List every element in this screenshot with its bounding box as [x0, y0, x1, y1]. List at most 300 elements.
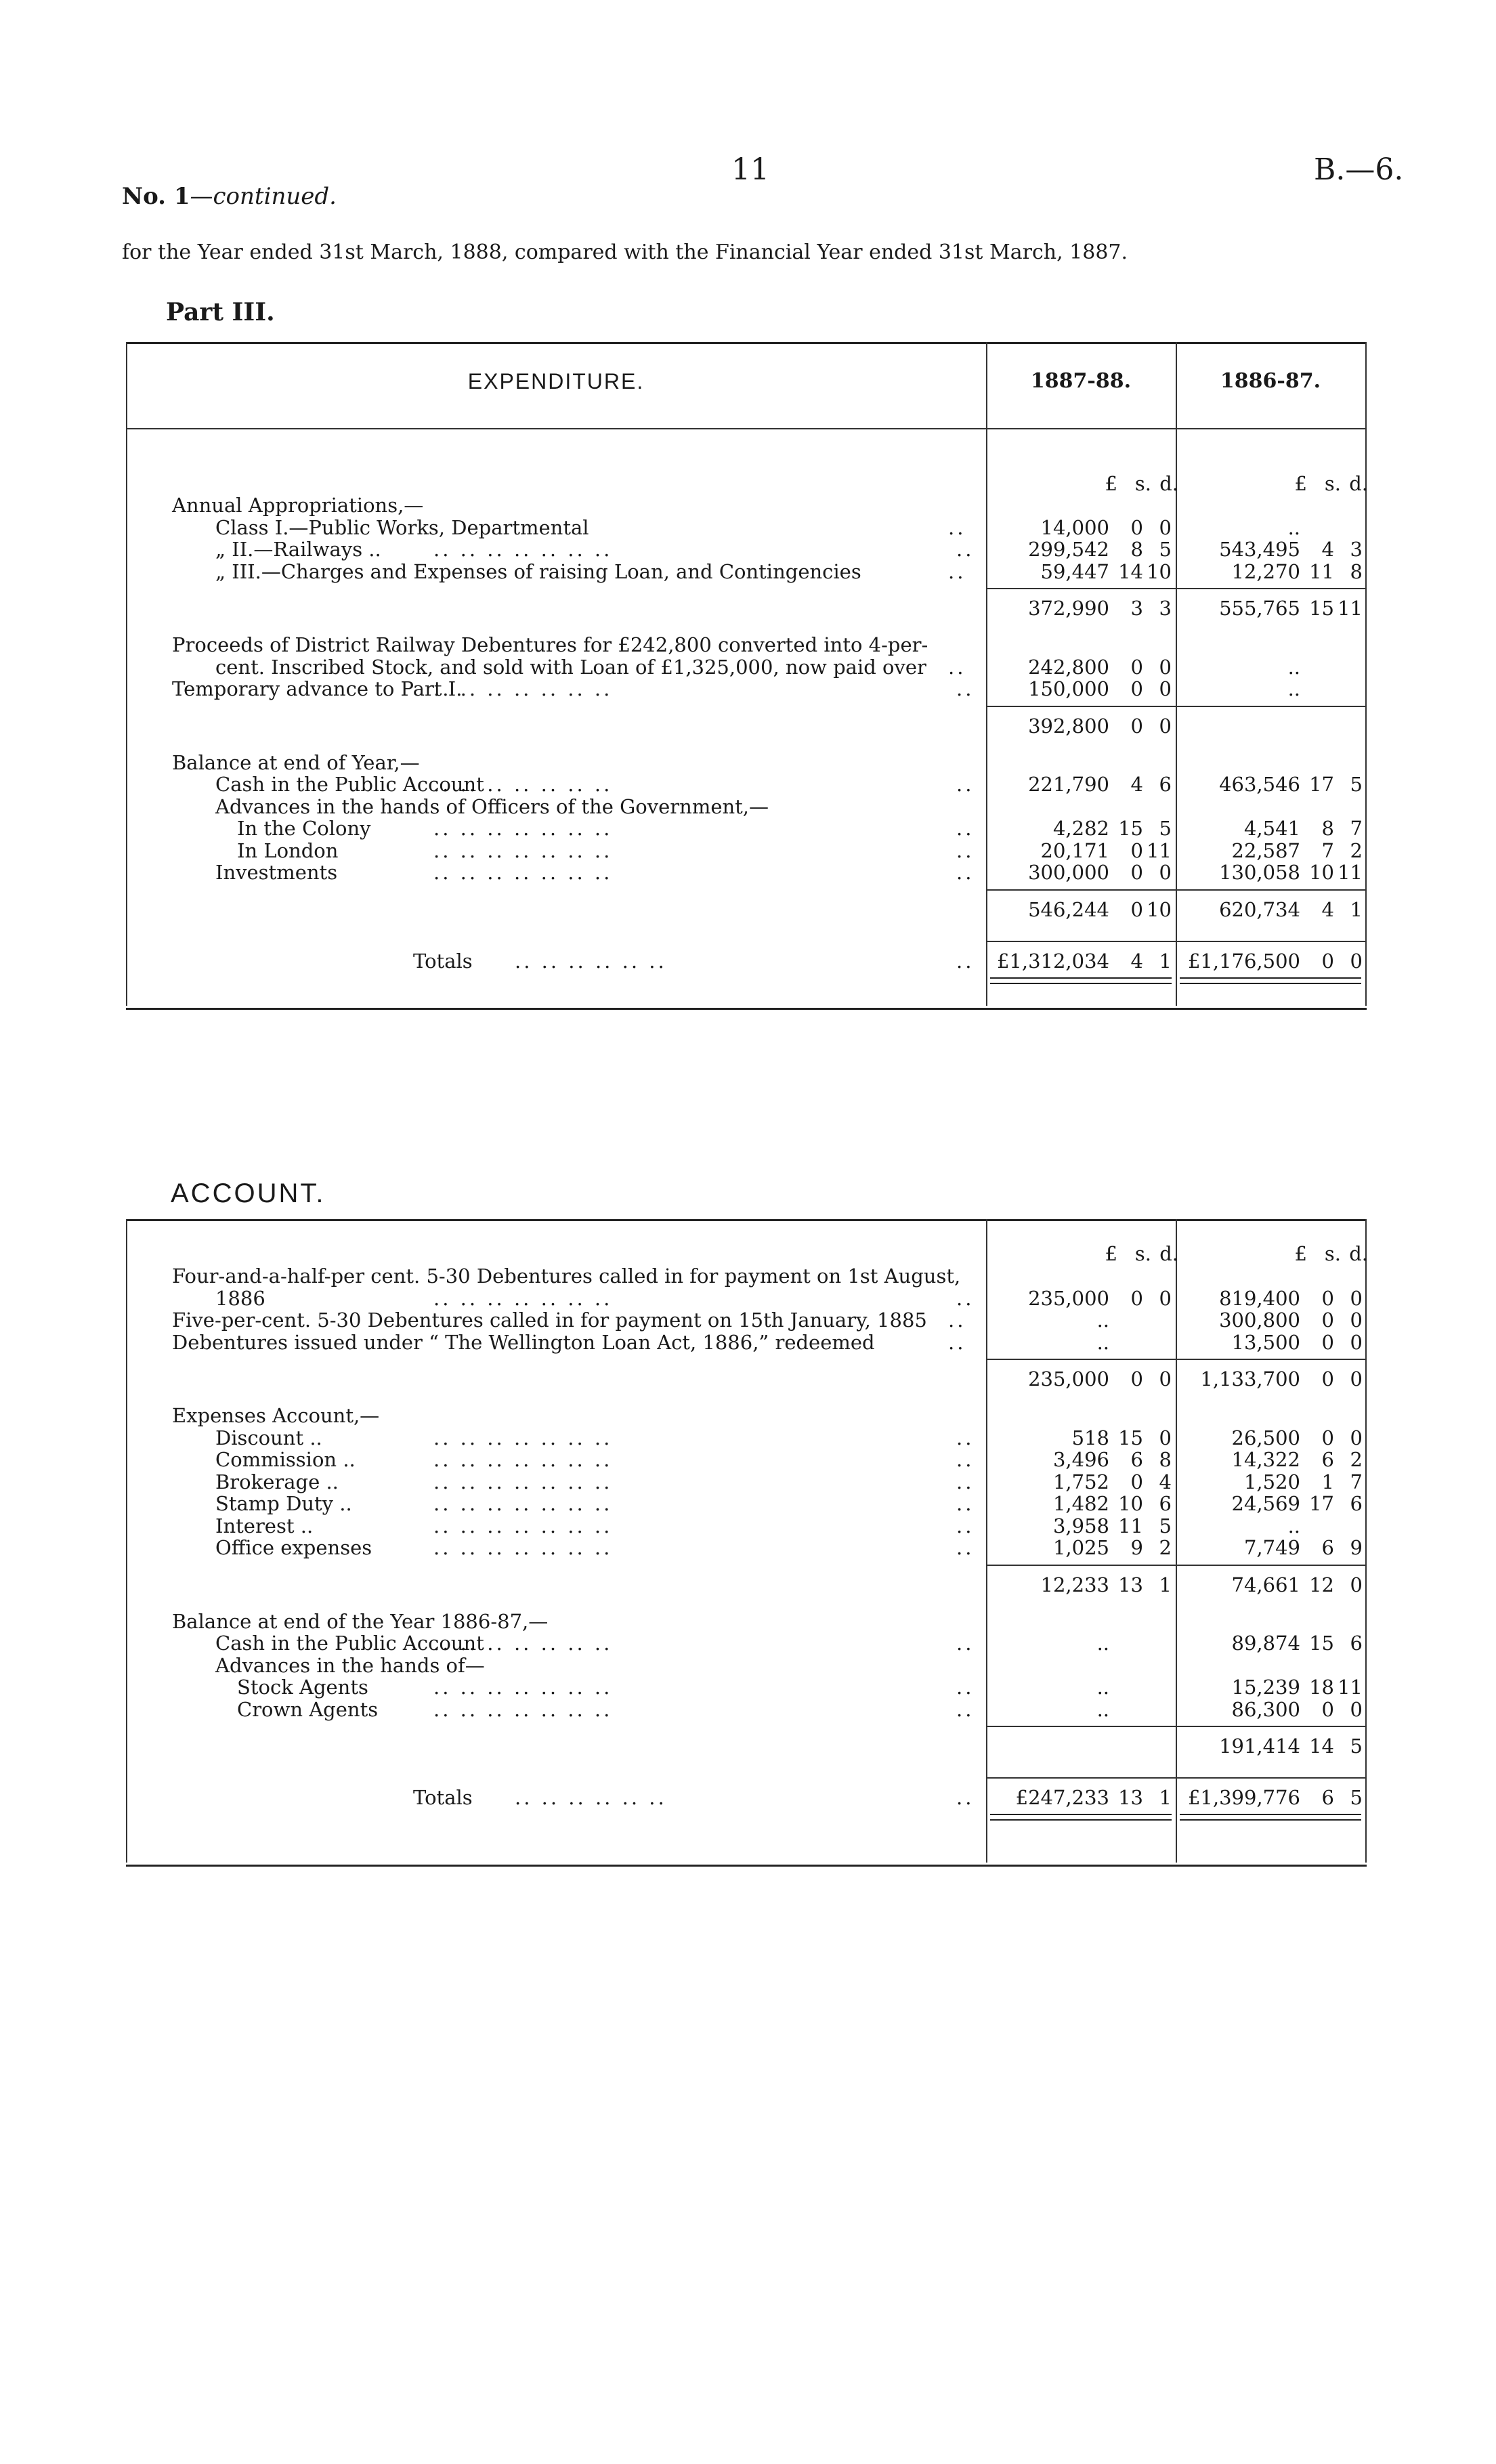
amount-pence: 7 [1350, 817, 1363, 840]
amount-pence: 1 [1350, 897, 1363, 921]
amount-pence: 0 [1159, 655, 1172, 679]
leader-dots-end: .. [956, 1536, 975, 1559]
amount-shillings: 0 [1321, 1697, 1334, 1721]
amount-pounds: £1,176,500 [1187, 949, 1300, 973]
amount-pounds: 300,800 [1219, 1309, 1300, 1332]
amount-shillings: 0 [1130, 515, 1143, 539]
amount-shillings: 0 [1130, 1470, 1143, 1493]
amount-pounds: 463,546 [1219, 773, 1300, 796]
table-row [0, 517, 1496, 538]
subtotal-rule [1176, 706, 1365, 707]
leader-dots-end: .. [956, 773, 975, 796]
subtotal-row [0, 715, 1496, 737]
amount-pounds: 518 [1071, 1426, 1109, 1449]
leader-dots: .. .. .. .. .. .. [515, 949, 667, 973]
amount-pounds: .. [1096, 1676, 1109, 1699]
amount-shillings: 0 [1321, 1309, 1334, 1332]
amount-pence: 5 [1159, 817, 1172, 840]
header-rule [126, 428, 1367, 429]
total-rule [986, 941, 1176, 942]
leader-dots-end: .. [956, 1786, 975, 1809]
table-row [0, 1611, 1496, 1632]
amount-pence: 5 [1350, 773, 1363, 796]
leader-dots-end: .. [956, 1448, 975, 1471]
double-underline [1180, 1814, 1361, 1821]
amount-pence: 0 [1159, 1367, 1172, 1390]
amount-shillings: 3 [1130, 597, 1143, 620]
amount-pence: 1 [1159, 949, 1172, 973]
year-heading-1887-88: 1887-88. [1030, 369, 1132, 393]
amount-pence: 0 [1350, 949, 1363, 973]
table-row [0, 1332, 1496, 1353]
row-label: Totals [413, 949, 473, 973]
amount-shillings: 0 [1130, 861, 1143, 884]
currency-pounds: £ [1294, 1242, 1307, 1265]
leader-dots: .. [948, 515, 966, 539]
amount-pounds: 20,171 [1040, 838, 1109, 862]
table-row [0, 1471, 1496, 1493]
leader-dots-end: .. [956, 677, 975, 700]
amount-pounds: 242,800 [1028, 655, 1109, 679]
table-row [0, 1699, 1496, 1720]
amount-shillings: 8 [1130, 538, 1143, 561]
row-label: Proceeds of District Railway Debentures for £242,800 converted into 4-per- [172, 633, 928, 656]
row-label: Advances in the hands of Officers of the Government,— [215, 794, 769, 818]
table-row [0, 1449, 1496, 1470]
row-label: Temporary advance to Part I. [172, 677, 463, 700]
subtotal-row [0, 1574, 1496, 1596]
leader-dots: .. .. .. .. .. .. [515, 1786, 667, 1809]
row-label: Cash in the Public Account [215, 1632, 484, 1655]
currency-shillings: s. [1134, 472, 1151, 495]
leader-dots-end: .. [956, 1426, 975, 1449]
doc-code: B.—6. [1314, 152, 1404, 187]
subtotal-row [0, 597, 1496, 619]
amount-shillings: 1 [1321, 1470, 1334, 1493]
double-underline [990, 977, 1172, 984]
subtotal-row [0, 899, 1496, 920]
amount-pence: 6 [1350, 1492, 1363, 1515]
amount-shillings: 10 [1118, 1492, 1143, 1515]
amount-pounds: 543,495 [1219, 538, 1300, 561]
leader-dots: .. .. .. .. .. .. .. [433, 838, 613, 862]
leader-dots-end: .. [956, 1286, 975, 1310]
amount-pence: 0 [1350, 1426, 1363, 1449]
amount-shillings: 15 [1309, 597, 1334, 620]
leader-dots-end: .. [956, 838, 975, 862]
row-label: Totals [413, 1786, 473, 1809]
amount-shillings: 0 [1321, 1426, 1334, 1449]
amount-pounds: .. [1287, 515, 1300, 539]
amount-pounds: 392,800 [1028, 714, 1109, 738]
row-label: Advances in the hands of— [215, 1653, 485, 1677]
amount-pounds: .. [1096, 1632, 1109, 1655]
double-underline [990, 1814, 1172, 1821]
currency-pounds: £ [1105, 472, 1117, 495]
amount-pounds: 13,500 [1231, 1330, 1300, 1354]
amount-pounds: 235,000 [1028, 1367, 1109, 1390]
amount-pence: 11 [1338, 861, 1363, 884]
amount-pounds: 191,414 [1219, 1735, 1300, 1758]
leader-dots: .. .. .. .. .. .. .. [433, 1676, 613, 1699]
amount-pence: 9 [1350, 1536, 1363, 1559]
amount-shillings: 0 [1130, 1286, 1143, 1310]
amount-pounds: £1,399,776 [1187, 1786, 1300, 1809]
amount-pounds: 12,270 [1231, 559, 1300, 583]
amount-pounds: 221,790 [1028, 773, 1109, 796]
double-underline [1180, 977, 1361, 984]
table-row [0, 840, 1496, 862]
amount-pence: 11 [1338, 597, 1363, 620]
amount-pounds: 4,282 [1052, 817, 1109, 840]
amount-pounds: .. [1096, 1330, 1109, 1354]
amount-pounds: 3,958 [1052, 1514, 1109, 1537]
row-label: 1886 [215, 1286, 265, 1310]
row-label: Class I.—Public Works, Departmental [215, 515, 589, 539]
amount-pence: 5 [1350, 1735, 1363, 1758]
total-rule [1176, 941, 1365, 942]
currency-header-row [0, 1243, 1496, 1265]
amount-pounds: .. [1096, 1697, 1109, 1721]
amount-pence: 0 [1159, 1286, 1172, 1310]
amount-shillings: 14 [1118, 559, 1143, 583]
amount-pence: 0 [1350, 1573, 1363, 1596]
amount-shillings: 15 [1309, 1632, 1334, 1655]
amount-pounds: 74,661 [1231, 1573, 1300, 1596]
amount-pence: 3 [1159, 597, 1172, 620]
currency-pounds: £ [1105, 1242, 1117, 1265]
amount-pence: 2 [1350, 838, 1363, 862]
amount-pounds: 15,239 [1231, 1676, 1300, 1699]
amount-pence: 0 [1350, 1309, 1363, 1332]
table-row [0, 494, 1496, 516]
subtotal-row [0, 1735, 1496, 1757]
table-row [0, 1676, 1496, 1698]
amount-pence: 0 [1159, 515, 1172, 539]
leader-dots-end: .. [956, 861, 975, 884]
amount-shillings: 0 [1130, 714, 1143, 738]
row-label: In London [237, 838, 339, 862]
currency-pence: d. [1349, 1242, 1368, 1265]
amount-shillings: 6 [1321, 1786, 1334, 1809]
leader-dots: .. .. .. .. .. .. .. [433, 1536, 613, 1559]
no-label: No. 1 [122, 183, 190, 210]
amount-pounds: 26,500 [1231, 1426, 1300, 1449]
amount-pounds: 1,752 [1052, 1470, 1109, 1493]
amount-shillings: 13 [1118, 1573, 1143, 1596]
amount-pounds: 1,025 [1052, 1536, 1109, 1559]
row-label: Five-per-cent. 5-30 Debentures called in for payment on 15th January, 1885 [172, 1309, 927, 1332]
amount-pence: 5 [1159, 538, 1172, 561]
leader-dots-end: .. [956, 1514, 975, 1537]
leader-dots: .. [948, 655, 966, 679]
amount-pounds: 819,400 [1219, 1286, 1300, 1310]
amount-pounds: .. [1287, 655, 1300, 679]
amount-pence: 11 [1338, 1676, 1363, 1699]
amount-pounds: 14,000 [1040, 515, 1109, 539]
leader-dots: .. .. .. .. .. .. .. [433, 1448, 613, 1471]
subtotal-rule [1176, 1726, 1365, 1727]
subtitle: for the Year ended 31st March, 1888, compared with the Financial Year ended 31st March, 1887. [122, 240, 1128, 264]
leader-dots: .. .. .. .. .. .. .. [433, 1426, 613, 1449]
amount-pounds: 1,133,700 [1200, 1367, 1300, 1390]
amount-shillings: 14 [1309, 1735, 1334, 1758]
amount-pence: 0 [1159, 677, 1172, 700]
table-row [0, 1405, 1496, 1426]
row-label: cent. Inscribed Stock, and sold with Loan of £1,325,000, now paid over [215, 655, 926, 679]
currency-pounds: £ [1294, 472, 1307, 495]
table-row [0, 773, 1496, 795]
amount-pence: 0 [1350, 1286, 1363, 1310]
subtotal-rule [1176, 1359, 1365, 1360]
leader-dots-end: .. [956, 1492, 975, 1515]
subtotal-rule [986, 1726, 1176, 1727]
row-label: Stamp Duty .. [215, 1492, 352, 1515]
amount-shillings: 0 [1321, 1286, 1334, 1310]
amount-pence: 4 [1159, 1470, 1172, 1493]
expenditure-heading: EXPENDITURE. [467, 369, 645, 394]
table-row [0, 1515, 1496, 1537]
subtotal-rule [986, 588, 1176, 589]
amount-pounds: .. [1096, 1309, 1109, 1332]
part-title: Part III. [166, 298, 275, 326]
row-label: Discount .. [215, 1426, 322, 1449]
subtotal-rule [1176, 889, 1365, 891]
row-label: Balance at end of Year,— [172, 750, 420, 774]
totals-row [0, 1787, 1496, 1808]
leader-dots: .. [948, 1309, 966, 1332]
subtotal-row [0, 1368, 1496, 1390]
amount-pounds: £247,233 [1015, 1786, 1109, 1809]
page-number: 11 [731, 152, 769, 187]
totals-row [0, 950, 1496, 972]
amount-pounds: 150,000 [1028, 677, 1109, 700]
amount-pounds: 12,233 [1040, 1573, 1109, 1596]
amount-pounds: 546,244 [1028, 897, 1109, 921]
leader-dots: .. .. .. .. .. .. .. [433, 538, 613, 561]
leader-dots: .. .. .. .. .. .. .. [433, 773, 613, 796]
leader-dots: .. .. .. .. .. .. .. [433, 817, 613, 840]
row-label: Expenses Account,— [172, 1404, 380, 1427]
amount-pence: 8 [1350, 559, 1363, 583]
amount-shillings: 0 [1130, 677, 1143, 700]
amount-pounds: 89,874 [1231, 1632, 1300, 1655]
row-label: „ II.—Railways .. [215, 538, 381, 561]
amount-pence: 6 [1350, 1632, 1363, 1655]
subtotal-rule [986, 1359, 1176, 1360]
row-label: Brokerage .. [215, 1470, 339, 1493]
subtotal-rule [986, 706, 1176, 707]
leader-dots-end: .. [956, 1632, 975, 1655]
table-row [0, 1632, 1496, 1654]
amount-pounds: 3,496 [1052, 1448, 1109, 1471]
amount-shillings: 4 [1130, 773, 1143, 796]
leader-dots: .. .. .. .. .. .. .. [433, 1514, 613, 1537]
amount-pence: 0 [1350, 1697, 1363, 1721]
table-row [0, 634, 1496, 656]
total-rule [1176, 1777, 1365, 1779]
amount-pence: 3 [1350, 538, 1363, 561]
amount-shillings: 0 [1130, 1367, 1143, 1390]
amount-pence: 6 [1159, 1492, 1172, 1515]
row-label: Stock Agents [237, 1676, 368, 1699]
amount-pence: 0 [1350, 1367, 1363, 1390]
amount-pence: 10 [1147, 559, 1172, 583]
amount-pounds: 620,734 [1219, 897, 1300, 921]
table-row [0, 656, 1496, 678]
document-number [122, 183, 337, 210]
amount-pounds: 22,587 [1231, 838, 1300, 862]
amount-pounds: 7,749 [1243, 1536, 1300, 1559]
amount-pence: 0 [1159, 861, 1172, 884]
amount-shillings: 18 [1309, 1676, 1334, 1699]
amount-shillings: 6 [1130, 1448, 1143, 1471]
subtotal-rule [986, 889, 1176, 891]
leader-dots: .. [948, 1330, 966, 1354]
table-row [0, 817, 1496, 839]
amount-shillings: 7 [1321, 838, 1334, 862]
table-row [0, 796, 1496, 817]
currency-shillings: s. [1324, 1242, 1341, 1265]
amount-pence: 2 [1350, 1448, 1363, 1471]
amount-shillings: 0 [1130, 897, 1143, 921]
currency-header-row [0, 473, 1496, 494]
amount-shillings: 13 [1118, 1786, 1143, 1809]
amount-pounds: £1,312,034 [996, 949, 1109, 973]
leader-dots: .. .. .. .. .. .. .. [433, 677, 613, 700]
amount-shillings: 6 [1321, 1536, 1334, 1559]
leader-dots: .. [948, 559, 966, 583]
amount-pence: 1 [1159, 1786, 1172, 1809]
leader-dots: .. .. .. .. .. .. .. [433, 1286, 613, 1310]
amount-pounds: 1,520 [1243, 1470, 1300, 1493]
amount-shillings: 15 [1118, 817, 1143, 840]
amount-pounds: 14,322 [1231, 1448, 1300, 1471]
amount-pence: 7 [1350, 1470, 1363, 1493]
amount-pounds: 299,542 [1028, 538, 1109, 561]
row-label: Debentures issued under “ The Wellington Loan Act, 1886,” redeemed [172, 1330, 875, 1354]
amount-shillings: 11 [1118, 1514, 1143, 1537]
amount-pounds: 59,447 [1040, 559, 1109, 583]
amount-pounds: 24,569 [1231, 1492, 1300, 1515]
leader-dots-end: .. [956, 1470, 975, 1493]
row-label: Office expenses [215, 1536, 372, 1559]
amount-shillings: 6 [1321, 1448, 1334, 1471]
amount-pence: 1 [1159, 1573, 1172, 1596]
amount-shillings: 8 [1321, 817, 1334, 840]
table-row [0, 1265, 1496, 1287]
amount-pounds: 300,000 [1028, 861, 1109, 884]
table-row [0, 538, 1496, 560]
amount-pounds: 86,300 [1231, 1697, 1300, 1721]
subtotal-rule [986, 1565, 1176, 1566]
amount-pounds: 130,058 [1219, 861, 1300, 884]
leader-dots-end: .. [956, 949, 975, 973]
amount-shillings: 4 [1321, 897, 1334, 921]
leader-dots-end: .. [956, 538, 975, 561]
amount-pounds: 372,990 [1028, 597, 1109, 620]
leader-dots: .. .. .. .. .. .. .. [433, 1470, 613, 1493]
row-label: Cash in the Public Account [215, 773, 484, 796]
leader-dots: .. .. .. .. .. .. .. [433, 1697, 613, 1721]
amount-pence: 0 [1350, 1330, 1363, 1354]
amount-pence: 6 [1159, 773, 1172, 796]
amount-shillings: 4 [1130, 949, 1143, 973]
amount-shillings: 10 [1309, 861, 1334, 884]
year-heading-1886-87: 1886-87. [1220, 369, 1321, 393]
amount-pence: 0 [1159, 1426, 1172, 1449]
amount-pounds: 1,482 [1052, 1492, 1109, 1515]
leader-dots-end: .. [956, 1697, 975, 1721]
table-row [0, 752, 1496, 773]
amount-shillings: 12 [1309, 1573, 1334, 1596]
row-label: Balance at end of the Year 1886-87,— [172, 1609, 549, 1633]
leader-dots-end: .. [956, 817, 975, 840]
table-row [0, 1655, 1496, 1676]
leader-dots: .. .. .. .. .. .. .. [433, 1632, 613, 1655]
table-row [0, 862, 1496, 883]
leader-dots: .. .. .. .. .. .. .. [433, 861, 613, 884]
amount-pence: 0 [1159, 714, 1172, 738]
table-row [0, 1309, 1496, 1331]
amount-pence: 11 [1147, 838, 1172, 862]
amount-shillings: 11 [1309, 559, 1334, 583]
total-rule [986, 1777, 1176, 1779]
subtotal-rule [1176, 588, 1365, 589]
amount-pence: 8 [1159, 1448, 1172, 1471]
currency-pence: d. [1159, 1242, 1178, 1265]
account-heading: ACCOUNT. [171, 1178, 326, 1208]
row-label: In the Colony [237, 817, 371, 840]
row-label: Investments [215, 861, 338, 884]
amount-pence: 5 [1350, 1786, 1363, 1809]
amount-shillings: 17 [1309, 773, 1334, 796]
amount-shillings: 0 [1321, 1367, 1334, 1390]
amount-shillings: 9 [1130, 1536, 1143, 1559]
table-row [0, 1493, 1496, 1514]
amount-pence: 2 [1159, 1536, 1172, 1559]
amount-pounds: 235,000 [1028, 1286, 1109, 1310]
amount-shillings: 4 [1321, 538, 1334, 561]
leader-dots: .. .. .. .. .. .. .. [433, 1492, 613, 1515]
table-row [0, 1537, 1496, 1558]
currency-pence: d. [1159, 472, 1178, 495]
amount-pence: 5 [1159, 1514, 1172, 1537]
amount-shillings: 0 [1130, 655, 1143, 679]
amount-pounds: .. [1287, 1514, 1300, 1537]
amount-pounds: 555,765 [1219, 597, 1300, 620]
currency-shillings: s. [1134, 1242, 1151, 1265]
amount-pence: 10 [1147, 897, 1172, 921]
amount-shillings: 0 [1321, 1330, 1334, 1354]
table-row [0, 1427, 1496, 1449]
row-label: Four-and-a-half-per cent. 5-30 Debentures called in for payment on 1st August, [172, 1265, 961, 1288]
subtotal-rule [1176, 1565, 1365, 1566]
leader-dots-end: .. [956, 1676, 975, 1699]
row-label: Interest .. [215, 1514, 314, 1537]
table-row [0, 1288, 1496, 1309]
amount-shillings: 17 [1309, 1492, 1334, 1515]
amount-shillings: 0 [1130, 838, 1143, 862]
currency-shillings: s. [1324, 472, 1341, 495]
row-label: Annual Appropriations,— [172, 494, 424, 517]
row-label: „ III.—Charges and Expenses of raising Loan, and Contingencies [215, 559, 861, 583]
table-row [0, 678, 1496, 700]
continued-label: —continued. [190, 183, 337, 210]
row-label: Commission .. [215, 1448, 356, 1471]
row-label: Crown Agents [237, 1697, 379, 1721]
amount-pounds: .. [1287, 677, 1300, 700]
